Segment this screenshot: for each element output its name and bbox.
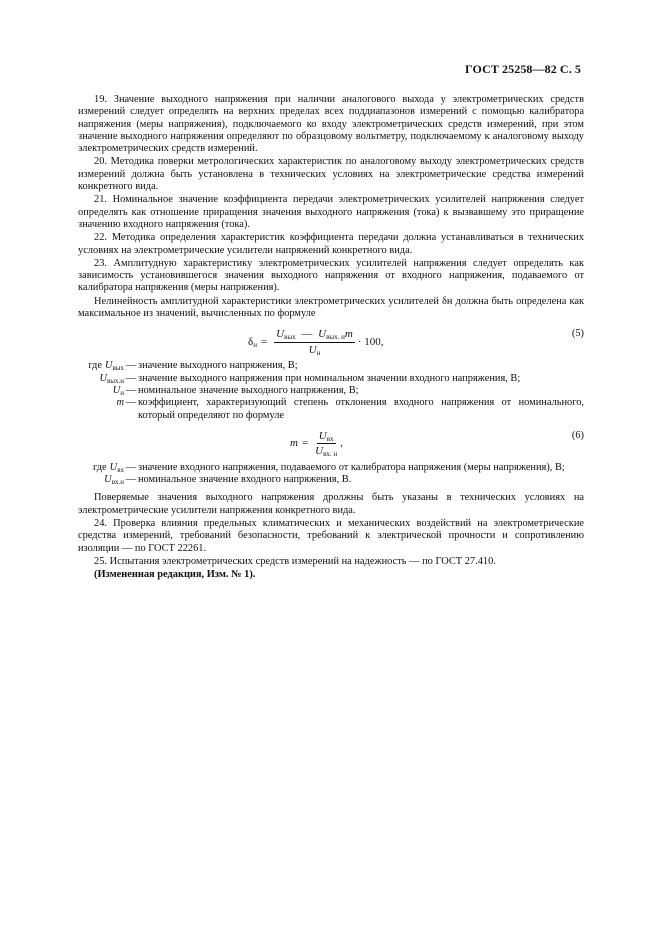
definitions-formula-5 — [78, 360, 584, 421]
paragraph-20: 20. Методика поверки метрологических характеристик по аналоговому выходу электрометрических средств измерений должна быть установлена в технических условиях на электрометрические средства измерений конкретного вида. — [78, 156, 584, 193]
paragraph-21: 21. Номинальное значение коэффициента передачи электрометрических усилителей напряжения следует определять как отношение приращения значения выходного напряжения (тока) к вызвавшему это приращение значению входного напряжения (тока). — [78, 194, 584, 230]
definition-row: $U_н$ — номинальное значение выходного напряжения, В; — [112, 384, 359, 397]
definition-row: $U_{вх.н}$ — номинальное значение входного напряжения, В. — [104, 474, 352, 487]
formula-5-lhs: δ — [248, 335, 254, 348]
paragraph-25: 25. Испытания электрометрических средств измерений на надежность — по ГОСТ 27.410. — [94, 555, 496, 567]
formula-6: m = $\frac{U_{вх}}{U_{вх. н}}$ , (6) — [290, 429, 584, 459]
formula-5-fraction: $\frac{U_{вых} — U_{вых. н}m}{U_н}$ — [276, 328, 353, 357]
formula-6-fraction: $\frac{U_{вх}}{U_{вх. н}}$ — [315, 429, 338, 459]
paragraph-24: 24. Проверка влияния предельных климатических и механических воздействий на электрометрические средства измерений, требований безопасности, требований к электрической прочности и сопротивлению изоляции — по ГОСТ 22261. — [78, 518, 584, 554]
paragraph-22: 22. Методика определения характеристик коэффициента передачи должна устанавливаться в технических условиях на электрометрические усилители напряжений конкретного вида. — [78, 232, 584, 256]
definition-row: $U_{вых.н}$ — значение выходного напряжения при номинальном значении входного напряжения, В; — [99, 372, 521, 385]
formula-6-number: (6) — [571, 429, 584, 441]
definitions-formula-6 — [78, 462, 584, 487]
paragraph-23-nonlinearity: Нелинейность амплитудной характеристики электрометрических усилителей δн должна быть определена как максимальное из значений, вычисленных по формуле — [78, 295, 584, 320]
document-body — [78, 94, 584, 582]
page-header: ГОСТ 25258—82 С. 5 — [465, 62, 581, 76]
amendment-note: (Измененная редакция, Изм. № 1). — [94, 569, 256, 581]
formula-5: $\delta_н$ = $\frac{U_{вых} — U_{вых. н}m}{U_н}$ · 100, (5) — [248, 328, 584, 357]
definition-row: где $U_{вых}$ — значение выходного напряжения, В; — [88, 360, 298, 373]
paragraph-23-verified-values: Поверяемые значения выходного напряжения дролжны быть указаны в технических условиях на электрометрические усилители напряжения конкретного вида. — [78, 492, 584, 516]
definition-row: m — коэффициент, характеризующий степень отклонения входного напряжения от номинального, который определяют по формуле — [116, 397, 584, 421]
paragraph-19: 19. Значение выходного напряжения при наличии аналогового выхода у электрометрических средств измерений следует определять на верхних пределах всех поддиапазонов измерений с помощью калибратора напряжения (меры напряжения), подключаемого ко входу электрометрических средств измерений, при этом значение выходного напряжения определяют по образцовому вольтметру, подключаемому к аналоговому выходу электрометрических средств измерений. — [78, 94, 584, 155]
definition-row: где $U_{вх}$ — значение входного напряжения, подаваемого от калибратора напряжения (меры напряжения), В; — [93, 461, 565, 474]
formula-5-number: (5) — [571, 328, 584, 340]
paragraph-23: 23. Амплитудную характеристику электрометрических усилителей напряжения следует определять как зависимость установившегося значения выходного напряжения от входного напряжения, подаваемого от калибратора напряжения (меры напряжения). — [78, 257, 584, 294]
formula-6-lhs: m — [290, 437, 298, 450]
